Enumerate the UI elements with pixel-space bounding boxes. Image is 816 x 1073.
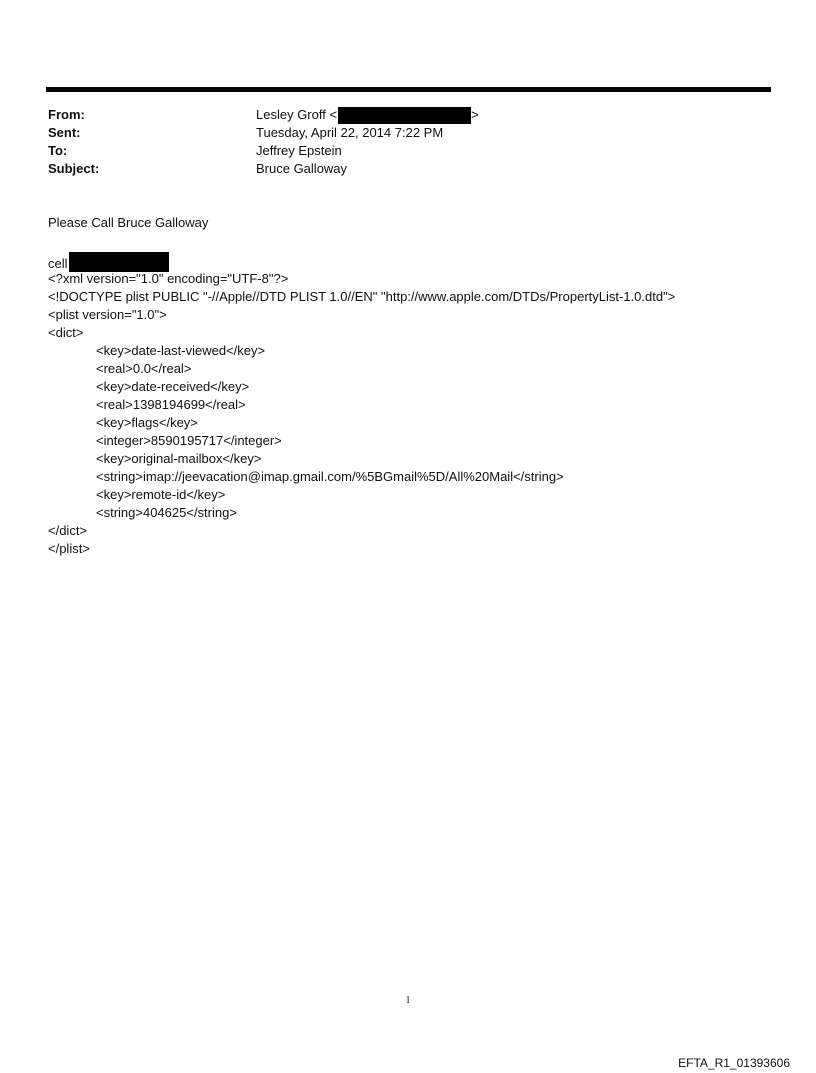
plist-line: <?xml version="1.0" encoding="UTF-8"?> bbox=[48, 271, 289, 286]
subject-label: Subject: bbox=[48, 161, 100, 176]
from-trailing: > bbox=[471, 107, 479, 122]
subject-value: Bruce Galloway bbox=[256, 161, 348, 176]
sent-label: Sent: bbox=[48, 125, 81, 140]
from-row bbox=[48, 106, 768, 124]
cell-line bbox=[48, 252, 675, 270]
sent-value: Tuesday, April 22, 2014 7:22 PM bbox=[256, 125, 444, 140]
plist-line: <real>1398194699</real> bbox=[96, 397, 246, 412]
from-label: From: bbox=[48, 107, 85, 122]
from-value bbox=[256, 106, 479, 124]
cell-label: cell bbox=[48, 256, 68, 271]
plist-line: <key>date-received</key> bbox=[96, 379, 250, 394]
from-name: Lesley Groff < bbox=[256, 107, 338, 122]
plist-line: <real>0.0</real> bbox=[96, 361, 192, 376]
plist-line: <string>404625</string> bbox=[96, 505, 237, 520]
to-label: To: bbox=[48, 143, 68, 158]
to-row bbox=[48, 142, 768, 160]
plist-line: <integer>8590195717</integer> bbox=[96, 433, 282, 448]
document-id: EFTA_R1_01393606 bbox=[678, 1056, 790, 1070]
subject-row bbox=[48, 160, 768, 178]
plist-line: <dict> bbox=[48, 325, 84, 340]
plist-line: <!DOCTYPE plist PUBLIC "-//Apple//DTD PLIST 1.0//EN" "http://www.apple.com/DTDs/PropertyList-1.0.dtd"> bbox=[48, 289, 676, 304]
plist-line: <string>imap://jeevacation@imap.gmail.com/%5BGmail%5D/All%20Mail</string> bbox=[96, 469, 564, 484]
plist-line: <plist version="1.0"> bbox=[48, 307, 167, 322]
plist-block bbox=[48, 252, 675, 558]
sent-row bbox=[48, 124, 768, 142]
plist-line: <key>flags</key> bbox=[96, 415, 198, 430]
plist-line: <key>date-last-viewed</key> bbox=[96, 343, 266, 358]
to-value: Jeffrey Epstein bbox=[256, 143, 342, 158]
redacted-email-block bbox=[338, 107, 471, 124]
plist-line: </plist> bbox=[48, 541, 90, 556]
page-number: 1 bbox=[405, 995, 411, 1006]
email-header bbox=[48, 106, 768, 178]
plist-line: <key>original-mailbox</key> bbox=[96, 451, 262, 466]
redacted-cell-block bbox=[69, 252, 169, 272]
plist-line: <key>remote-id</key> bbox=[96, 487, 226, 502]
header-divider bbox=[46, 87, 771, 92]
email-body-line: Please Call Bruce Galloway bbox=[48, 215, 209, 230]
plist-line: </dict> bbox=[48, 523, 88, 538]
